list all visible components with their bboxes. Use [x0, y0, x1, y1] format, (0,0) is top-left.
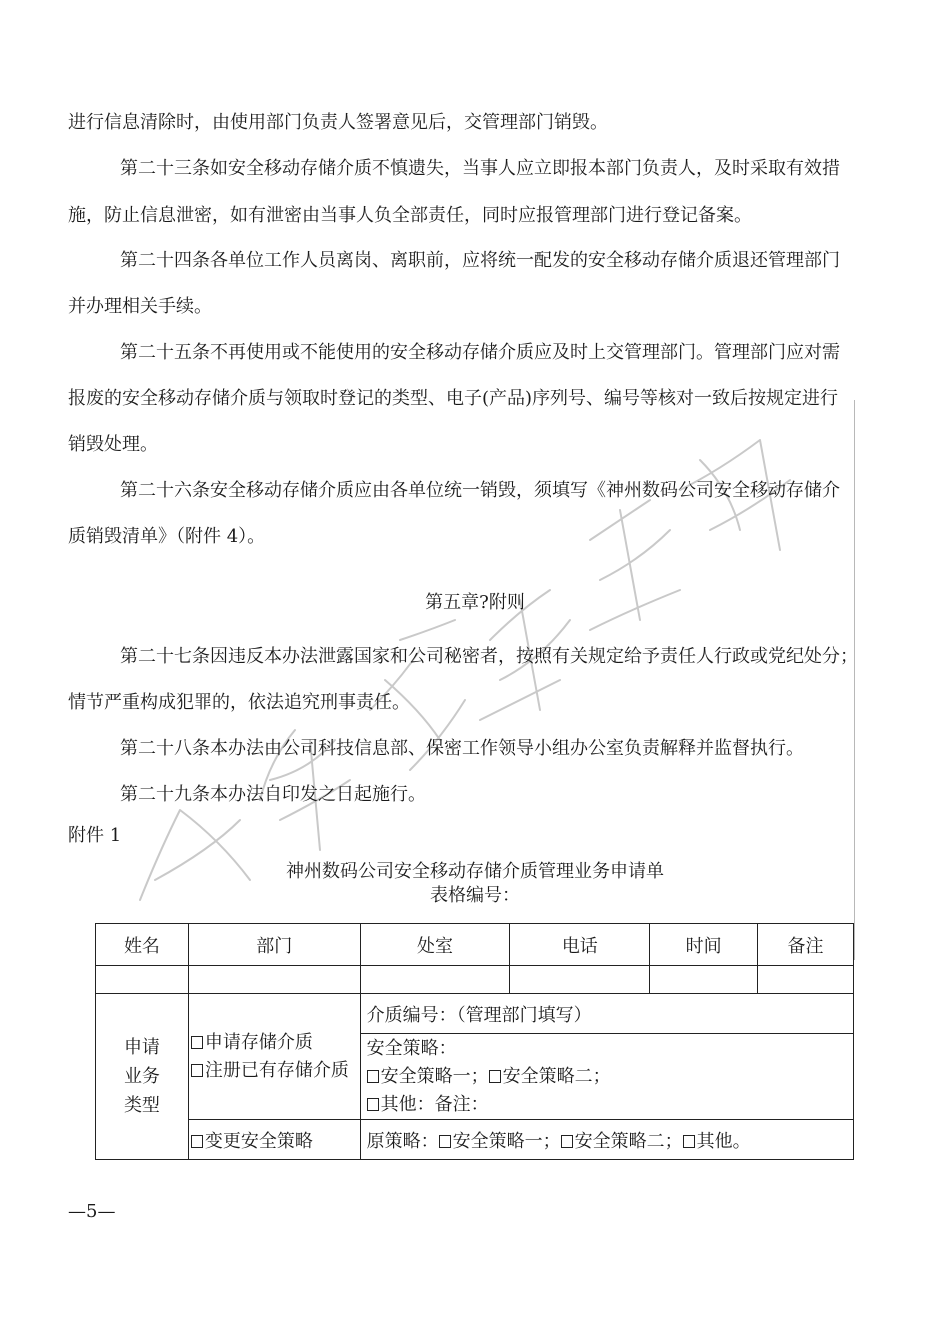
original-policy-cell — [360, 1120, 853, 1160]
chapter-heading: 第五章?附则 — [425, 592, 525, 613]
article-29: 第二十九条本办法自印发之日起施行。 — [120, 784, 426, 805]
change-policy-row — [96, 1120, 854, 1160]
checkbox[interactable] — [489, 1070, 501, 1083]
option-orig-policy-2[interactable]: 安全策略二； — [561, 1131, 683, 1152]
medium-number-row — [96, 994, 854, 1034]
security-policy-cell — [360, 1034, 853, 1120]
medium-number-field[interactable]: 介质编号：（管理部门填写） — [360, 994, 853, 1034]
article-25-line-3: 销毁处理。 — [68, 434, 158, 455]
form-title: 神州数码公司安全移动存储介质管理业务申请单 — [286, 861, 664, 882]
office-cell[interactable] — [360, 966, 510, 994]
option-apply-medium[interactable]: 申请存储介质 — [191, 1029, 354, 1057]
article-24-line-2: 并办理相关手续。 — [68, 296, 212, 317]
form-number-label: 表格编号： — [430, 885, 520, 906]
header-name: 姓名 — [96, 924, 189, 966]
business-type-label: 申请 业务 类型 — [96, 994, 189, 1160]
attachment-label: 附件 1 — [68, 825, 122, 846]
article-28: 第二十八条本办法由公司科技信息部、保密工作领导小组办公室负责解释并监督执行。 — [120, 738, 804, 759]
article-23-line-1: 第二十三条如安全移动存储介质不慎遗失，当事人应立即报本部门负责人，及时采取有效措 — [120, 158, 840, 179]
original-policy-label: 原策略： — [366, 1130, 439, 1152]
article-23-line-2: 施，防止信息泄密，如有泄密由当事人负全部责任，同时应报管理部门进行登记备案。 — [68, 205, 752, 226]
department-cell[interactable] — [188, 966, 360, 994]
header-time: 时间 — [650, 924, 758, 966]
article-27-line-2: 情节严重构成犯罪的，依法追究刑事责任。 — [68, 692, 410, 713]
checkbox[interactable] — [439, 1135, 451, 1148]
paragraph-line: 进行信息清除时，由使用部门负责人签署意见后，交管理部门销毁。 — [68, 112, 608, 133]
checkbox[interactable] — [367, 1070, 379, 1083]
option-register-medium[interactable]: 注册已有存储介质 — [191, 1057, 354, 1085]
checkbox[interactable] — [683, 1135, 695, 1148]
article-24-line-1: 第二十四条各单位工作人员离岗、离职前，应将统一配发的安全移动存储介质退还管理部门 — [120, 250, 840, 271]
option-policy-1[interactable]: 安全策略一； — [367, 1066, 489, 1087]
article-27-line-1: 第二十七条因违反本办法泄露国家和公司秘密者，按照有关规定给予责任人行政或党纪处分； — [120, 646, 858, 667]
header-phone: 电话 — [510, 924, 650, 966]
name-cell[interactable] — [96, 966, 189, 994]
security-policy-label: 安全策略： — [366, 1037, 457, 1059]
checkbox[interactable] — [191, 1064, 203, 1077]
phone-cell[interactable] — [510, 966, 650, 994]
blank-entry-row — [96, 966, 854, 994]
page-number: —5— — [68, 1201, 116, 1222]
header-row — [96, 924, 854, 966]
checkbox[interactable] — [367, 1098, 379, 1111]
option-policy-2[interactable]: 安全策略二； — [489, 1066, 611, 1087]
option-orig-policy-other[interactable]: 其他。 — [683, 1131, 751, 1152]
article-25-line-2: 报废的安全移动存储介质与领取时登记的类型、电子(产品)序列号、编号等核对一致后按规定进行 — [68, 388, 839, 409]
remarks-cell[interactable] — [758, 966, 854, 994]
option-policy-other[interactable]: 其他：备注： — [367, 1091, 847, 1119]
header-office: 处室 — [360, 924, 510, 966]
article-26-line-2: 质销毁清单》（附件 4）。 — [68, 526, 266, 547]
checkbox[interactable] — [191, 1036, 203, 1049]
apply-options-cell — [188, 994, 360, 1120]
option-orig-policy-1[interactable]: 安全策略一； — [439, 1131, 561, 1152]
option-change-policy[interactable]: 变更安全策略 — [188, 1120, 360, 1160]
header-department: 部门 — [188, 924, 360, 966]
header-remarks: 备注 — [758, 924, 854, 966]
checkbox[interactable] — [191, 1135, 203, 1148]
article-25-line-1: 第二十五条不再使用或不能使用的安全移动存储介质应及时上交管理部门。管理部门应对需 — [120, 342, 840, 363]
time-cell[interactable] — [650, 966, 758, 994]
article-26-line-1: 第二十六条安全移动存储介质应由各单位统一销毁，须填写《神州数码公司安全移动存储介 — [120, 480, 840, 501]
checkbox[interactable] — [561, 1135, 573, 1148]
application-form-table — [95, 923, 854, 1160]
